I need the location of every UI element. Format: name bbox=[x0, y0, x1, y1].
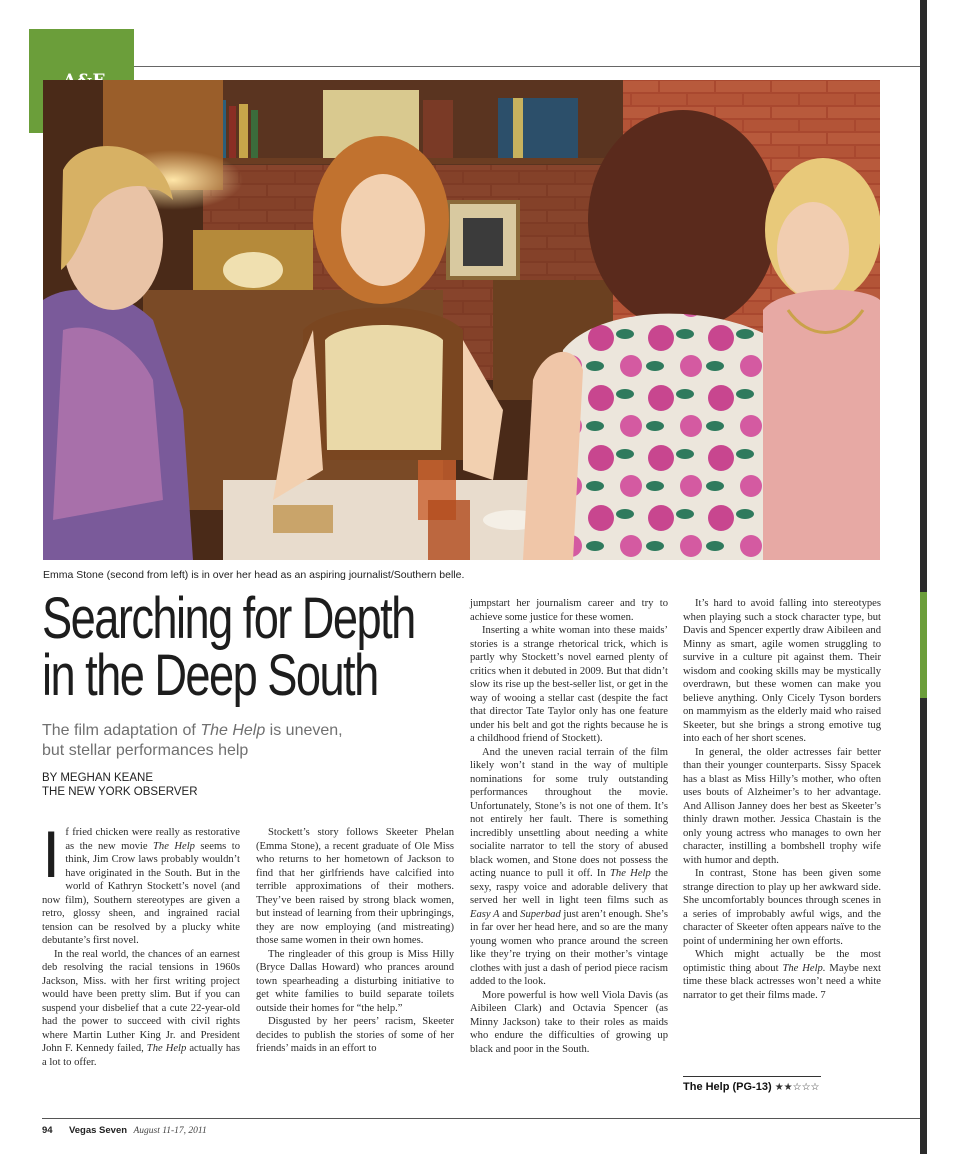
body-text: actually has a lot to offer. bbox=[42, 1043, 241, 1068]
body-paragraph: Inserting a white woman into these maids’ stories is a strange rhetorical trick, which is partly why Stockett’s novel earned plenty of critics when it debuted in 2009. But that didn’t slow its rise up the best-seller list, or get in the way of wooing a stellar cast (despite the fact that director Tate Taylor only has one feature under his belt and got the rights because he is a childhood friend of Stockett). bbox=[470, 625, 668, 744]
rating-stars: ★★☆☆☆ bbox=[774, 1082, 820, 1093]
byline-outlet: THE NEW YORK OBSERVER bbox=[42, 786, 198, 798]
film-title-ref: Easy A bbox=[470, 908, 500, 920]
body-paragraph: Disgusted by her peers’ racism, Skeeter decides to publish the stories of some of her friends’ maids in an effort to bbox=[256, 1016, 454, 1054]
dek-text-before: The film adaptation of bbox=[42, 722, 201, 739]
body-text: Maybe next time these black actresses won’t need a white narrator to get their films made. bbox=[683, 962, 882, 1001]
page-footer bbox=[42, 1125, 207, 1136]
body-paragraph bbox=[42, 817, 240, 948]
body-column-4 bbox=[683, 597, 881, 1002]
body-text: f fried chicken were really as restorative as the new movie bbox=[65, 827, 240, 852]
film-title-ref: The Help bbox=[610, 868, 651, 879]
film-title-ref: Superbad bbox=[520, 908, 561, 920]
rating-title: The Help (PG-13) bbox=[683, 1081, 772, 1093]
body-text: just aren’t enough. She’s in far over her head here, and so are the many young women who prance around the screen like they’re trying on their mother’s vintage clothes with just a dash of period piece racism added to the look. bbox=[470, 908, 669, 987]
magazine-name: Vegas Seven bbox=[68, 1125, 128, 1136]
body-paragraph: In contrast, Stone has been given some strange direction to play up her awkward side. She uncomfortably bounces through scenes in a series of improbably awful wigs, and the character of Skeeter often appears naïve to the point of undermining her own efforts. bbox=[683, 868, 881, 947]
body-paragraph: Stockett’s story follows Skeeter Phelan (Emma Stone), a recent graduate of Ole Miss who returns to her hometown of Jackson to find that her girlfriends have calcified into terrible approximations of their mothers. They’ve been raised by strong black women, but instead of learning from their upbringings, they are now employing (and mistreating) those same women in their own homes. bbox=[256, 827, 454, 946]
body-paragraph bbox=[42, 948, 240, 1070]
body-paragraph bbox=[470, 746, 668, 989]
article-headline bbox=[42, 586, 432, 708]
film-title-ref: The Help bbox=[153, 840, 195, 852]
body-paragraph: It’s hard to avoid falling into stereotypes when playing such a stock character type, but Davis and Spencer expertly draw Aibileen and Minny as smart, agile women struggling to survive in a culture pit against them. Their wisdom and cooking skills may be mystically overdrawn, but these women can make you believe anything. Only Cicely Tyson borders on mammyism as the elderly maid who raised Skeeter, but she brings a strong emotive tug into each of her short scenes. bbox=[683, 598, 881, 744]
body-text: In the real world, the chances of an earnest deb resolving the racial tensions in 1960s Jackson, Miss. with her first writing project would have been pretty slim. But if you can suspend your disbelief that a cute 22-year-old had the power to succeed with civil rights where Martin Luther King Jr. and President John F. Kennedy failed, bbox=[42, 948, 240, 1054]
film-title-ref: The Help bbox=[146, 1043, 187, 1054]
byline bbox=[42, 771, 342, 799]
film-title-ref: The Help. bbox=[782, 962, 826, 974]
article-dek bbox=[42, 721, 422, 761]
header-rule bbox=[134, 66, 920, 67]
body-paragraph bbox=[683, 948, 881, 1002]
body-paragraph: jumpstart her journalism career and try to achieve some justice for these women. bbox=[470, 598, 668, 623]
drop-cap: I bbox=[42, 817, 61, 891]
body-column-1 bbox=[42, 817, 241, 1069]
right-edge-bar bbox=[920, 0, 927, 1154]
issue-date: August 11-17, 2011 bbox=[133, 1126, 207, 1136]
body-text: the sexy, raspy voice and adorable delivery that served her well in light teen films such as bbox=[470, 868, 668, 906]
photo-illustration bbox=[43, 80, 880, 560]
body-text: seems to think, Jim Crow laws probably wouldn’t have originated in the South. But in the world of Kathryn Stockett’s novel (and now film), Southern stereotypes are given a retro, glossy sheen, and ingrained racial tension can be resolved by a plucky white debutante’s first novel. bbox=[42, 840, 240, 946]
end-mark-icon: 7 bbox=[820, 989, 826, 1001]
body-paragraph: In general, the older actresses fair better than their younger counterparts. Sissy Spacek has a blast as Miss Hilly’s mother, who often uses bouts of Alzheimer’s to her advantage. And Allison Janney does her best as Skeeter’s thinly drawn mother. Jessica Chastain is the only young actress who manages to own her character, instilling a bombshell trophy wife with humor and depth. bbox=[683, 746, 881, 866]
byline-author: BY MEGHAN KEANE bbox=[42, 772, 153, 784]
dek-text-after: is uneven, bbox=[265, 722, 343, 739]
rating-rule bbox=[683, 1076, 821, 1077]
body-text: and bbox=[499, 908, 521, 920]
body-paragraph: The ringleader of this group is Miss Hilly (Bryce Dallas Howard) who prances around town spearheading a disturbing initiative to get white families to build separate toilets outside their homes for “the help.” bbox=[256, 948, 454, 1014]
body-text: Which might actually be the most optimistic thing about bbox=[683, 949, 881, 974]
dek-film-title: The Help bbox=[200, 722, 266, 739]
right-edge-accent bbox=[920, 592, 927, 698]
photo-caption: Emma Stone (second from left) is in over her head as an aspiring journalist/Southern belle. bbox=[43, 569, 465, 581]
page-number: 94 bbox=[42, 1125, 53, 1136]
body-paragraph: More powerful is how well Viola Davis (as Aibileen Clark) and Octavia Spencer (as Minny Jackson) take to their roles as maids who endure the difficulties of growing up black and poor in the South. bbox=[470, 989, 668, 1055]
body-column-3 bbox=[470, 597, 668, 1056]
body-text: And the uneven racial terrain of the film likely won’t stand in the way of multiple nominations for some truly outstanding performances throughout the movie. Unfortunately, Stone’s is not one of them. It’s not entirely her fault. There is something incredibly unsettling about needing a white socialite narrator to tell the story of abused black women, and Stone does not possess the acting nuance to pull it off. In bbox=[470, 746, 668, 879]
headline-line-1: Searching for Depth bbox=[42, 586, 415, 651]
body-column-2 bbox=[256, 826, 454, 1056]
film-still-photo bbox=[43, 80, 880, 560]
film-rating bbox=[683, 1081, 883, 1093]
dek-line-2: but stellar performances help bbox=[42, 742, 249, 759]
headline-line-2: in the Deep South bbox=[42, 643, 378, 708]
footer-rule bbox=[42, 1118, 920, 1119]
